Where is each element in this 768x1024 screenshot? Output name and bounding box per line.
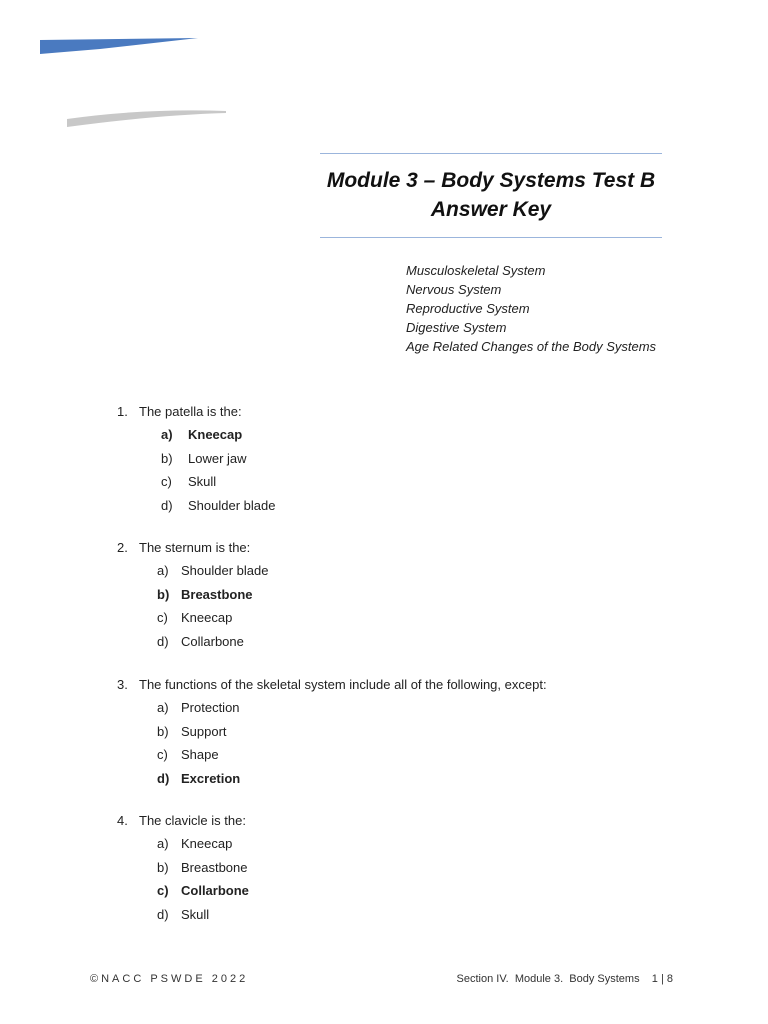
question-3 xyxy=(117,673,547,790)
gray-swoosh-shape xyxy=(67,110,226,127)
option-text: Protection xyxy=(181,700,240,715)
option xyxy=(117,630,268,654)
option xyxy=(117,559,268,583)
option-letter: b) xyxy=(157,586,170,602)
question-prompt: The functions of the skeletal system include all of the following, except: xyxy=(139,677,547,692)
option xyxy=(117,606,268,630)
option-text: Skull xyxy=(181,906,210,922)
option-letter: d) xyxy=(161,497,173,513)
option-text: Support xyxy=(181,723,227,739)
question-text xyxy=(117,536,268,559)
option xyxy=(117,494,275,518)
option xyxy=(117,470,275,494)
option xyxy=(117,856,249,880)
option-text: Breastbone xyxy=(181,859,248,875)
option xyxy=(117,743,547,767)
question-1 xyxy=(117,400,275,517)
question-4 xyxy=(117,809,249,926)
option-letter: c) xyxy=(157,747,168,762)
topic-item: Digestive System xyxy=(406,320,507,335)
option-text: Breastbone xyxy=(181,586,253,602)
title-line-1: Module 3 – Body Systems Test B xyxy=(326,169,656,192)
option-letter: d) xyxy=(157,633,169,649)
topics-list xyxy=(406,261,656,356)
footer-page-info: Section IV. Module 3. Body Systems 1 | 8 xyxy=(456,973,673,985)
option-letter: a) xyxy=(161,427,173,442)
option-letter: b) xyxy=(157,859,169,875)
option-text: Shoulder blade xyxy=(181,563,269,578)
option-text: Skull xyxy=(188,474,217,489)
option-letter: c) xyxy=(157,610,168,625)
option-text: Shoulder blade xyxy=(188,497,276,513)
topic-item: Nervous System xyxy=(406,282,502,297)
option-letter: a) xyxy=(157,836,169,851)
option-letter: b) xyxy=(157,723,169,739)
footer-copyright: ©NACC PSWDE 2022 xyxy=(90,973,249,985)
title-rule-bottom xyxy=(320,237,662,238)
option-text: Kneecap xyxy=(181,610,233,625)
question-text xyxy=(117,400,275,423)
topic-item: Reproductive System xyxy=(406,301,530,316)
question-prompt: The clavicle is the: xyxy=(139,813,246,828)
question-prompt: The sternum is the: xyxy=(139,540,251,555)
question-text xyxy=(117,673,547,696)
option-letter: c) xyxy=(157,883,169,898)
option-letter: d) xyxy=(157,770,170,786)
option-correct xyxy=(117,767,547,791)
option-text: Excretion xyxy=(181,770,241,786)
option xyxy=(117,832,249,856)
option-letter: b) xyxy=(161,450,173,466)
question-number: 2. xyxy=(117,540,128,555)
option-text: Collarbone xyxy=(181,883,249,898)
topic-item: Musculoskeletal System xyxy=(406,263,546,278)
option xyxy=(117,720,547,744)
option-correct xyxy=(117,583,268,607)
question-number: 4. xyxy=(117,813,128,828)
blue-swoosh-shape xyxy=(40,38,198,54)
question-number: 1. xyxy=(117,404,128,419)
option-correct xyxy=(117,423,275,447)
topic-item: Age Related Changes of the Body Systems xyxy=(406,339,657,354)
option-letter: a) xyxy=(157,563,169,578)
question-prompt: The patella is the: xyxy=(139,404,242,419)
page-title xyxy=(320,166,662,224)
option xyxy=(117,903,249,927)
option-letter: d) xyxy=(157,906,169,922)
blue-swoosh-decoration xyxy=(40,38,200,55)
title-line-2: Answer Key xyxy=(430,198,552,221)
option xyxy=(117,447,275,471)
question-text xyxy=(117,809,249,832)
option-text: Collarbone xyxy=(181,633,244,649)
gray-swoosh-decoration xyxy=(66,108,228,128)
option xyxy=(117,696,547,720)
option-text: Shape xyxy=(181,747,219,762)
question-number: 3. xyxy=(117,677,128,692)
option-letter: a) xyxy=(157,700,169,715)
title-rule-top xyxy=(320,153,662,154)
option-correct xyxy=(117,879,249,903)
option-text: Kneecap xyxy=(181,836,233,851)
option-letter: c) xyxy=(161,474,172,489)
question-2 xyxy=(117,536,268,653)
option-text: Kneecap xyxy=(188,427,243,442)
option-text: Lower jaw xyxy=(188,450,247,466)
